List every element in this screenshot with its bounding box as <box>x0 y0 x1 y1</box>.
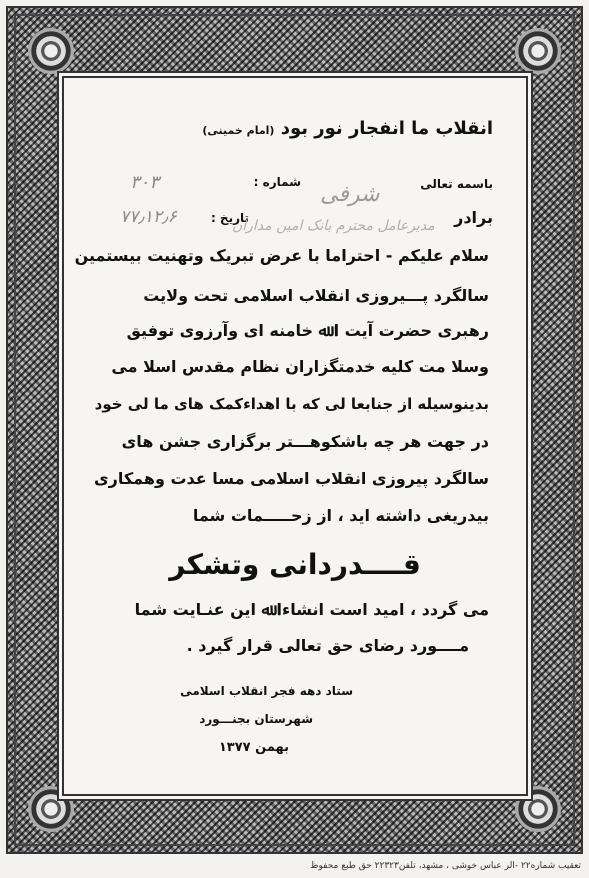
date-value: ۷۷٫۱۲٫۶ <box>120 207 177 227</box>
body-line: رهبری حضرت آیت ا ﷲ خامنه ای وآرزوی توفیق <box>126 321 489 340</box>
handwritten-recipient-name: شرفی <box>320 182 380 207</box>
header-motto <box>202 118 493 139</box>
body-line: بیدریغی داشته اید ، از زحـــــمات شما <box>192 506 489 525</box>
signature-date: بهمن ۱۳۷۷ <box>218 740 289 755</box>
date-label: تاریخ : <box>210 211 249 225</box>
number-value: ۳۰۳ <box>130 172 160 193</box>
body-line: سلام علیکم - احتراما با عرض تبریک وتهنیت بیستمین <box>74 246 489 265</box>
salutation: برادر <box>454 208 493 227</box>
motto-text: انقلاب ما انفجار نور بود <box>280 118 493 139</box>
basmala: باسمه تعالی <box>420 177 493 191</box>
corner-ornament-top-left <box>28 28 74 74</box>
body-line: در جهت هر چه باشکوهـــتر برگزاری جشن های <box>121 432 489 451</box>
body-line: وسلا مت کلیه خدمتگزاران نظام مقدس اسلا می <box>111 357 489 376</box>
handwritten-recipient-title: مدیرعامل محترم بانک امین مداران <box>232 218 435 234</box>
printer-note: تعقیب شماره۲۲ -الر عباس خوشی ، مشهد، تلفن۲۲۳۲۳ حق طبع محفوظ <box>310 861 581 871</box>
signature-city: شهرستان بجنـــورد <box>199 712 313 726</box>
closing-line: مــــورد رضای حق تعالی قرار گیرد . <box>186 636 469 655</box>
motto-attribution: (امام خمینی) <box>202 124 275 137</box>
body-line: سالگرد پـــیروزی انقلاب اسلامی تحت ولایت <box>143 286 489 305</box>
closing-line: می گردد ، امید است انشاءا ﷲ این عنـایت شما <box>134 600 489 619</box>
signature-org: ستاد دهه فجر انقلاب اسلامی <box>180 684 353 698</box>
corner-ornament-top-right <box>515 28 561 74</box>
highlight-appreciation: قــــدردانی وتشکر <box>169 548 421 581</box>
body-line: سالگرد پیروزی انقلاب اسلامی مسا عدت وهمکاری <box>93 469 489 488</box>
number-label: شماره : <box>253 175 301 189</box>
body-line: بدینوسیله از جنابعا لی که با اهداءکمک های ما لی خود <box>94 395 489 413</box>
